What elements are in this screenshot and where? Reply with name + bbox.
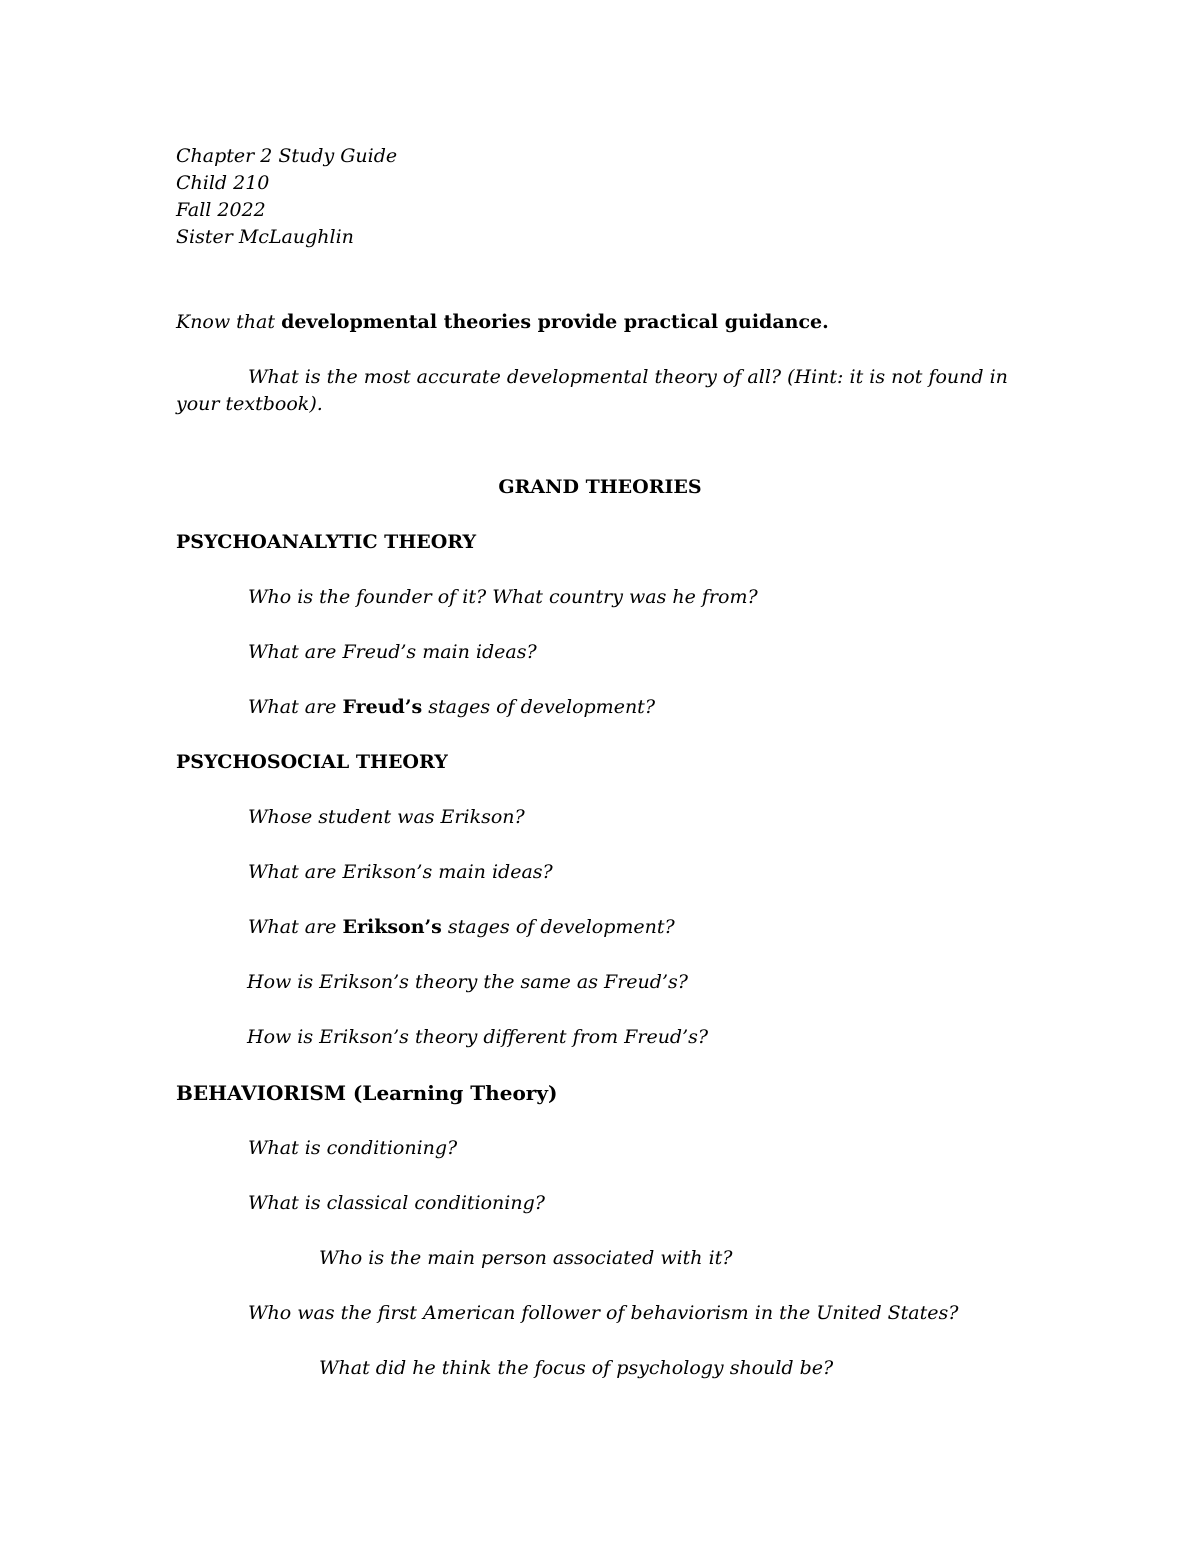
question-item [248,914,675,941]
question-item: Who was the first American follower of behaviorism in the United States? [248,1302,959,1324]
question-item: What are Freud’s main ideas? [248,641,537,663]
heading-behaviorism: BEHAVIORISM (Learning Theory) [176,1081,558,1105]
question-item: What are Erikson’s main ideas? [248,861,553,883]
intro-statement: developmental theories provide practical guidance. [281,311,829,333]
heading-psychoanalytic: PSYCHOANALYTIC THEORY [176,531,477,553]
question-item: How is Erikson’s theory different from Freud’s? [247,1026,709,1048]
question-text: What are [248,696,337,718]
intro-prefix: Know that [176,311,276,333]
question-emphasis: Erikson’s [342,916,442,938]
question-item: How is Erikson’s theory the same as Freud’s? [247,971,688,993]
intro-question: What is the most accurate developmental theory of all? (Hint: it is not found in your textbook). [176,366,1008,415]
question-text: stages of development? [428,696,656,718]
sub-question-item: What did he think the focus of psychology should be? [319,1357,834,1379]
question-item: Whose student was Erikson? [248,806,525,828]
question-text: What are [248,916,337,938]
intro-line [176,309,829,336]
question-item: What is classical conditioning? [248,1192,545,1214]
sub-question-item: Who is the main person associated with it? [319,1247,733,1269]
course-name: Child 210 [176,172,270,194]
question-item: What is conditioning? [248,1137,458,1159]
question-item [248,694,655,721]
question-item: Who is the founder of it? What country was he from? [248,586,758,608]
section-title-grand-theories: GRAND THEORIES [498,476,702,498]
question-text: stages of development? [447,916,675,938]
term: Fall 2022 [176,199,266,221]
heading-psychosocial: PSYCHOSOCIAL THEORY [176,751,448,773]
doc-title: Chapter 2 Study Guide [176,145,398,167]
question-emphasis: Freud’s [342,696,423,718]
instructor: Sister McLaughlin [176,226,354,248]
